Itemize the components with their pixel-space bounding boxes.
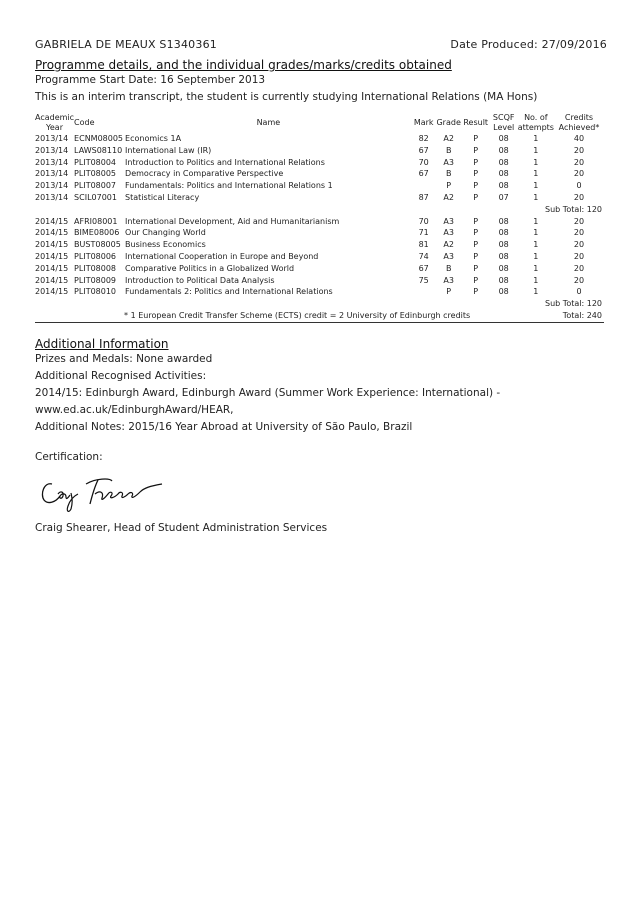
- col-header-text: Year: [46, 123, 63, 132]
- course-code-cell: LAWS08110: [74, 145, 123, 155]
- attempts-cell: 1: [533, 251, 539, 261]
- credits-cell: 20: [573, 263, 585, 273]
- table-row: [35, 216, 604, 228]
- attempts-cell: 1: [533, 181, 539, 191]
- scqf-level-cell: 08: [498, 287, 509, 297]
- mark-cell: 75: [418, 275, 429, 285]
- table-row: [35, 180, 604, 192]
- grade-cell: A3: [443, 157, 454, 167]
- mark-cell: 67: [418, 169, 429, 179]
- attempts-cell: 1: [533, 275, 539, 285]
- grade-cell: A3: [443, 275, 454, 285]
- scqf-level-cell: 08: [498, 216, 509, 226]
- signature-image: [38, 472, 168, 514]
- activities-line-1: 2014/15: Edinburgh Award, Edinburgh Award (Summer Work Experience: International) -: [35, 387, 501, 399]
- credits-cell: 20: [573, 145, 585, 155]
- grade-cell: P: [446, 181, 452, 191]
- attempts-cell: 1: [533, 263, 539, 273]
- table-row: [35, 239, 604, 251]
- table-row: [35, 263, 604, 275]
- col-result: Result: [463, 118, 489, 127]
- table-row: [35, 227, 604, 239]
- attempts-cell: 1: [533, 157, 539, 167]
- additional-info-title: Additional Information: [35, 337, 169, 351]
- course-name-cell: Business Economics: [125, 240, 206, 250]
- table-header-row: [35, 113, 604, 133]
- attempts-cell: 1: [533, 145, 539, 155]
- result-cell: P: [473, 216, 479, 226]
- col-header-text: Academic: [35, 113, 75, 122]
- grade-cell: A2: [443, 192, 454, 202]
- academic-year-cell: 2014/15: [35, 240, 69, 250]
- result-cell: P: [473, 145, 479, 155]
- academic-year-cell: 2014/15: [35, 251, 69, 261]
- grade-cell: B: [445, 169, 452, 179]
- rows-2014-15: [35, 216, 604, 299]
- footnote-row: [35, 310, 604, 322]
- grade-cell: A3: [443, 228, 454, 238]
- result-cell: P: [473, 157, 479, 167]
- student-name-id: GABRIELA DE MEAUX S1340361: [35, 38, 217, 51]
- prizes-medals: Prizes and Medals: None awarded: [35, 353, 213, 365]
- activities-line-2: www.ed.ac.uk/EdinburghAward/HEAR,: [35, 404, 234, 416]
- result-cell: P: [473, 251, 479, 261]
- credits-cell: 20: [573, 251, 585, 261]
- course-code-cell: PLIT08008: [74, 263, 117, 273]
- course-code-cell: ECNM08005: [74, 134, 124, 143]
- attempts-cell: 1: [533, 169, 539, 179]
- attempts-cell: 1: [533, 192, 539, 202]
- ects-footnote: * 1 European Credit Transfer Scheme (ECTS) credit = 2 University of Edinburgh credits: [124, 310, 554, 322]
- scqf-level-cell: 07: [498, 192, 509, 202]
- grade-cell: P: [446, 287, 452, 297]
- col-academic-year: [35, 113, 74, 133]
- activities-label: Additional Recognised Activities:: [35, 370, 207, 382]
- scqf-level-cell: 08: [498, 181, 509, 191]
- col-attempts: [518, 113, 554, 133]
- date-produced: Date Produced: 27/09/2016: [450, 38, 607, 51]
- credits-cell: 20: [573, 157, 585, 167]
- col-scqf-level: [490, 113, 518, 133]
- mark-cell: 67: [418, 145, 429, 155]
- subtotal-2014-section: [35, 298, 604, 322]
- academic-year-cell: 2013/14: [35, 134, 69, 143]
- col-header-text: Credits: [564, 113, 594, 122]
- subtotal-2013-section: [35, 204, 604, 216]
- academic-year-cell: 2014/15: [35, 228, 69, 238]
- mark-cell: [412, 180, 436, 192]
- course-code-cell: PLIT08005: [74, 169, 117, 179]
- result-cell: P: [473, 181, 479, 191]
- subtotal-row: [35, 298, 604, 310]
- course-name-cell: International Cooperation in Europe and Beyond: [125, 251, 319, 261]
- mark-cell: 81: [418, 240, 429, 250]
- scqf-level-cell: 08: [498, 263, 509, 273]
- table-row: [35, 133, 604, 145]
- grade-cell: A3: [443, 251, 454, 261]
- mark-cell: 71: [418, 228, 429, 238]
- course-code-cell: BIME08006: [74, 228, 120, 238]
- credits-cell: 20: [573, 275, 585, 285]
- certification-label: Certification:: [35, 451, 103, 463]
- course-code-cell: BUST08005: [74, 240, 121, 250]
- course-code-cell: PLIT08006: [74, 251, 117, 261]
- grades-table: [35, 113, 604, 323]
- scqf-level-cell: 08: [498, 145, 509, 155]
- academic-year-cell: 2013/14: [35, 169, 69, 179]
- credits-cell: 20: [573, 169, 585, 179]
- course-code-cell: PLIT08007: [74, 181, 117, 191]
- course-name-cell: Comparative Politics in a Globalized World: [125, 263, 295, 273]
- table-row: [35, 192, 604, 204]
- mark-cell: 82: [418, 134, 429, 143]
- col-header-text: attempts: [517, 123, 554, 132]
- mark-cell: 87: [418, 192, 429, 202]
- result-cell: P: [473, 287, 479, 297]
- academic-year-cell: 2013/14: [35, 145, 69, 155]
- mark-cell: 70: [418, 157, 429, 167]
- course-code-cell: PLIT08010: [74, 287, 117, 297]
- col-credits: [554, 113, 604, 133]
- academic-year-cell: 2013/14: [35, 181, 69, 191]
- course-name-cell: Economics 1A: [125, 134, 182, 143]
- course-name-cell: Introduction to Political Data Analysis: [125, 275, 275, 285]
- attempts-cell: 1: [533, 216, 539, 226]
- additional-notes: Additional Notes: 2015/16 Year Abroad at University of São Paulo, Brazil: [35, 421, 413, 433]
- credits-cell: 20: [573, 228, 585, 238]
- academic-year-cell: 2014/15: [35, 216, 69, 226]
- mark-cell: 67: [418, 263, 429, 273]
- course-code-cell: PLIT08009: [74, 275, 117, 285]
- interim-note: This is an interim transcript, the student is currently studying International Relations (MA Hons): [35, 91, 538, 103]
- result-cell: P: [473, 192, 479, 202]
- course-name-cell: Fundamentals: Politics and International Relations 1: [125, 181, 333, 191]
- scqf-level-cell: 08: [498, 275, 509, 285]
- academic-year-cell: 2014/15: [35, 263, 69, 273]
- programme-section-title: Programme details, and the individual grades/marks/credits obtained: [35, 58, 452, 72]
- col-name: Name: [256, 118, 281, 127]
- course-name-cell: Fundamentals 2: Politics and International Relations: [125, 287, 333, 297]
- scqf-level-cell: 08: [498, 134, 509, 143]
- credits-cell: 20: [573, 240, 585, 250]
- attempts-cell: 1: [533, 287, 539, 297]
- course-name-cell: International Development, Aid and Humanitarianism: [125, 216, 340, 226]
- scqf-level-cell: 08: [498, 157, 509, 167]
- table-row: [35, 275, 604, 287]
- col-code: Code: [74, 118, 95, 127]
- course-name-cell: Democracy in Comparative Perspective: [125, 169, 284, 179]
- academic-year-cell: 2013/14: [35, 192, 69, 202]
- mark-cell: 70: [418, 216, 429, 226]
- credits-cell: 0: [576, 181, 582, 191]
- scqf-level-cell: 08: [498, 240, 509, 250]
- result-cell: P: [473, 240, 479, 250]
- col-header-text: No. of: [524, 113, 548, 122]
- grade-cell: B: [445, 263, 452, 273]
- subtotal-row: [35, 204, 604, 216]
- academic-year-cell: 2014/15: [35, 287, 69, 297]
- course-name-cell: International Law (IR): [125, 145, 212, 155]
- course-name-cell: Statistical Literacy: [125, 192, 200, 202]
- result-cell: P: [473, 263, 479, 273]
- result-cell: P: [473, 134, 479, 143]
- credits-cell: 0: [576, 287, 582, 297]
- academic-year-cell: 2013/14: [35, 157, 69, 167]
- result-cell: P: [473, 169, 479, 179]
- col-header-text: SCQF: [492, 113, 515, 122]
- table-row: [35, 157, 604, 169]
- credits-cell: 20: [573, 216, 585, 226]
- course-name-cell: Introduction to Politics and International Relations: [125, 157, 325, 167]
- attempts-cell: 1: [533, 228, 539, 238]
- programme-start-date: Programme Start Date: 16 September 2013: [35, 74, 266, 86]
- course-name-cell: Our Changing World: [125, 228, 206, 238]
- table-row: [35, 145, 604, 157]
- result-cell: P: [473, 228, 479, 238]
- subtotal-2014: Sub Total: 120: [545, 299, 602, 309]
- course-code-cell: PLIT08004: [74, 157, 117, 167]
- mark-cell: 74: [418, 251, 429, 261]
- grade-cell: A2: [443, 240, 454, 250]
- table-row: [35, 286, 604, 298]
- grade-cell: A3: [443, 216, 454, 226]
- table-row: [35, 251, 604, 263]
- subtotal-2013: Sub Total: 120: [545, 204, 602, 214]
- rows-2013-14: [35, 133, 604, 204]
- signatory-name: Craig Shearer, Head of Student Administration Services: [35, 522, 328, 534]
- col-grade: Grade: [436, 118, 461, 127]
- credits-cell: 40: [573, 134, 585, 143]
- scqf-level-cell: 08: [498, 228, 509, 238]
- grade-cell: A2: [443, 134, 454, 143]
- academic-year-cell: 2014/15: [35, 275, 69, 285]
- credits-cell: 20: [573, 192, 585, 202]
- col-header-text: Level: [493, 123, 515, 132]
- scqf-level-cell: 08: [498, 251, 509, 261]
- course-code-cell: SCIL07001: [74, 192, 117, 202]
- grade-cell: B: [445, 145, 452, 155]
- attempts-cell: 1: [533, 134, 539, 143]
- scqf-level-cell: 08: [498, 169, 509, 179]
- result-cell: P: [473, 275, 479, 285]
- mark-cell: [412, 286, 436, 298]
- attempts-cell: 1: [533, 240, 539, 250]
- table-row: [35, 168, 604, 180]
- total-credits: Total: 240: [554, 310, 604, 322]
- course-code-cell: AFRI08001: [74, 216, 118, 226]
- col-mark: Mark: [413, 118, 434, 127]
- col-header-text: Achieved*: [558, 123, 600, 132]
